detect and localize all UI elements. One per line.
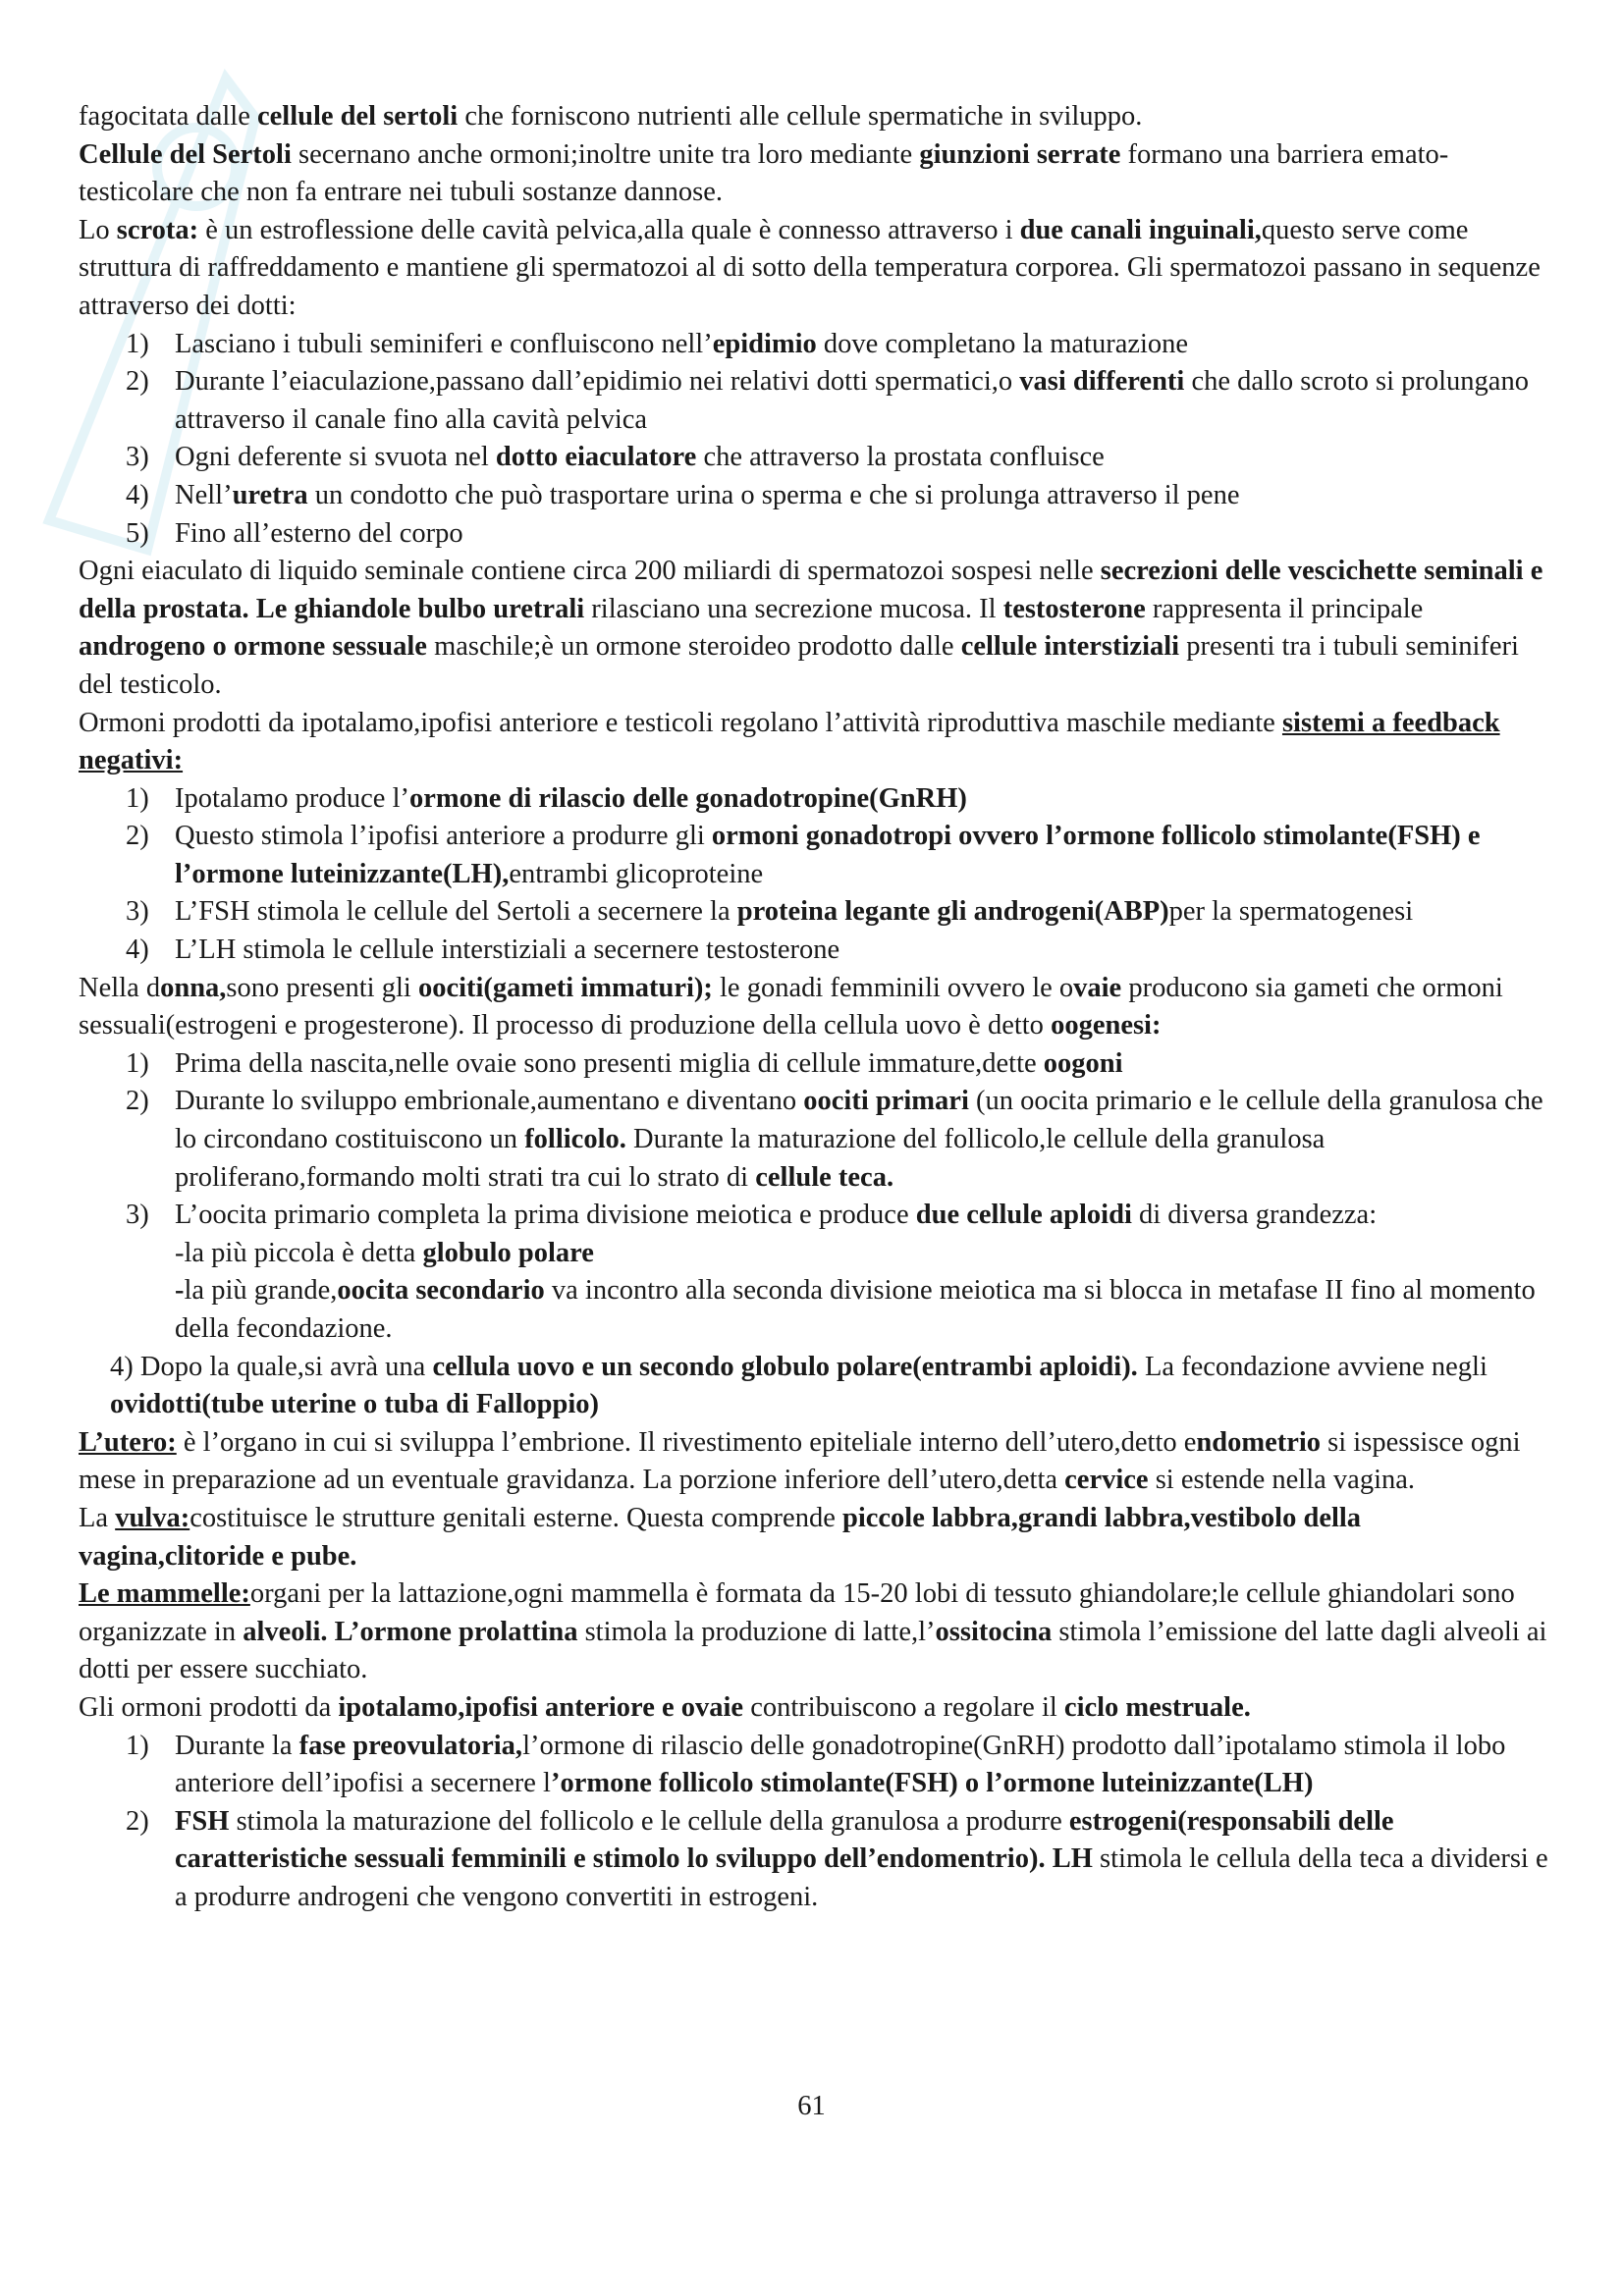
list-item: 1) Durante la fase preovulatoria,l’ormone di rilascio delle gonadotropine(GnRH) prodotto dall’ipotalamo stimola il lobo anteriore dell’ipofisi a secernere l’ormone follicolo stimolante(FSH) o l’ormone luteinizzante(LH) xyxy=(126,1730,1506,1799)
list-item: 3) L’oocita primario completa la prima divisione meiotica e produce due cellule aploidi di diversa grandezza: -la più piccola è detta globulo polare -la più grande,oocita secondario va incontro alla seconda divisione meiotica ma si blocca in metafase II fino al momento della fecondazione. xyxy=(126,1200,1536,1344)
list-oogenesi xyxy=(79,1045,1551,1349)
paragraph-oogenesi: Nella donna,sono presenti gli oociti(gameti immaturi); le gonadi femminili ovvero le ovaie producono sia gameti che ormoni sessuali(estrogeni e progesterone). Il processo di produzione della cellula uovo è detto oogenesi: xyxy=(79,972,1503,1041)
list-sperm-path xyxy=(79,326,1551,554)
paragraph-sertoli-intro: fagocitata dalle cellule del sertoli che forniscono nutrienti alle cellule spermatiche in sviluppo. xyxy=(79,101,1143,132)
list-item: 5) Fino all’esterno del corpo xyxy=(126,517,463,549)
list-item: 2) Durante lo sviluppo embrionale,aumentano e diventano oociti primari (un oocita primario e le cellule della granulosa che lo circondano costituiscono un follicolo. Durante la maturazione del follicolo,le cellule della granulosa proliferano,formando molti strati tra cui lo strato di cellule teca. xyxy=(126,1086,1543,1193)
list-item: 4) Nell’uretra un condotto che può trasportare urina o sperma e che si prolunga attraverso il pene xyxy=(126,479,1240,510)
document-body xyxy=(79,98,1551,1917)
paragraph-utero: L’utero: è l’organo in cui si sviluppa l’embrione. Il rivestimento epiteliale interno dell’utero,detto endometrio si ispessisce ogni mese in preparazione ad un eventuale gravidanza. La porzione inferiore dell’utero,detta cervice si estende nella vagina. xyxy=(79,1426,1521,1496)
paragraph-sertoli-hormones: Cellule del Sertoli secernano anche ormoni;inoltre unite tra loro mediante giunzioni serrate formano una barriera emato-testicolare che non fa entrare nei tubuli sostanze dannose. xyxy=(79,138,1449,208)
paragraph-ciclo-mestruale: Gli ormoni prodotti da ipotalamo,ipofisi anteriore e ovaie contribuiscono a regolare il ciclo mestruale. xyxy=(79,1691,1251,1723)
list-item: 2) Durante l’eiaculazione,passano dall’epidimio nei relativi dotti spermatici,o vasi differenti che dallo scroto si prolungano attraverso il canale fino alla cavità pelvica xyxy=(126,366,1529,435)
page-number: 61 xyxy=(797,2091,826,2121)
list-item: 3) L’FSH stimola le cellule del Sertoli a secernere la proteina legante gli androgeni(ABP)per la spermatogenesi xyxy=(126,896,1414,928)
list-item: 4) L’LH stimola le cellule interstiziali a secernere testosterone xyxy=(126,934,840,966)
paragraph-scroto: Lo scrota: è un estroflessione delle cavità pelvica,alla quale è connesso attraverso i due canali inguinali,questo serve come struttura di raffreddamento e mantiene gli spermatozoi al di sotto della temperatura corporea. Gli spermatozoi passano in sequenze attraverso dei dotti: xyxy=(79,214,1541,321)
paragraph-mammelle: Le mammelle:organi per la lattazione,ogni mammella è formata da 15-20 lobi di tessuto ghiandolare;le cellule ghiandolari sono organizzate in alveoli. L’ormone prolattina stimola la produzione di latte,l’ossitocina stimola l’emissione del latte dagli alveoli ai dotti per essere succhiato. xyxy=(79,1578,1547,1685)
list-item: 1) Ipotalamo produce l’ormone di rilascio delle gonadotropine(GnRH) xyxy=(126,782,967,814)
paragraph-fecondazione: 4) Dopo la quale,si avrà una cellula uovo e un secondo globulo polare(entrambi aploidi). La fecondazione avviene negli ovidotti(tube uterine o tuba di Falloppio) xyxy=(110,1351,1488,1420)
list-item: 3) Ogni deferente si svuota nel dotto eiaculatore che attraverso la prostata confluisce xyxy=(126,442,1105,473)
list-item: 2) FSH stimola la maturazione del follicolo e le cellule della granulosa a produrre estrogeni(responsabili delle caratteristiche sessuali femminili e stimolo lo sviluppo dell’endomentrio). LH stimola le cellula della teca a dividersi e a produrre androgeni che vengono convertiti in estrogeni. xyxy=(126,1805,1548,1912)
list-item: 1) Lasciano i tubuli seminiferi e confluiscono nell’epidimio dove completano la maturazione xyxy=(126,328,1189,359)
list-item: 2) Questo stimola l’ipofisi anteriore a produrre gli ormoni gonadotropi ovvero l’ormone follicolo stimolante(FSH) e l’ormone luteinizzante(LH),entrambi glicoproteine xyxy=(126,821,1481,889)
list-item: 1) Prima della nascita,nelle ovaie sono presenti miglia di cellule immature,dette oogoni xyxy=(126,1047,1123,1079)
paragraph-vulva: La vulva:costituisce le strutture genitali esterne. Questa comprende piccole labbra,grandi labbra,vestibolo della vagina,clitoride e pube. xyxy=(79,1502,1362,1572)
list-ciclo-mestruale xyxy=(79,1728,1551,1917)
paragraph-seminal-fluid: Ogni eiaculato di liquido seminale contiene circa 200 miliardi di spermatozoi sospesi nelle secrezioni delle vescichette seminali e della prostata. Le ghiandole bulbo uretrali rilasciano una secrezione mucosa. Il testosterone rappresenta il principale androgeno o ormone sessuale maschile;è un ormone steroideo prodotto dalle cellule interstiziali presenti tra i tubuli seminiferi del testicolo. xyxy=(79,556,1543,700)
list-feedback xyxy=(79,780,1551,970)
paragraph-feedback: Ormoni prodotti da ipotalamo,ipofisi anteriore e testicoli regolano l’attività riproduttiva maschile mediante sistemi a feedback negativi: xyxy=(79,707,1500,776)
